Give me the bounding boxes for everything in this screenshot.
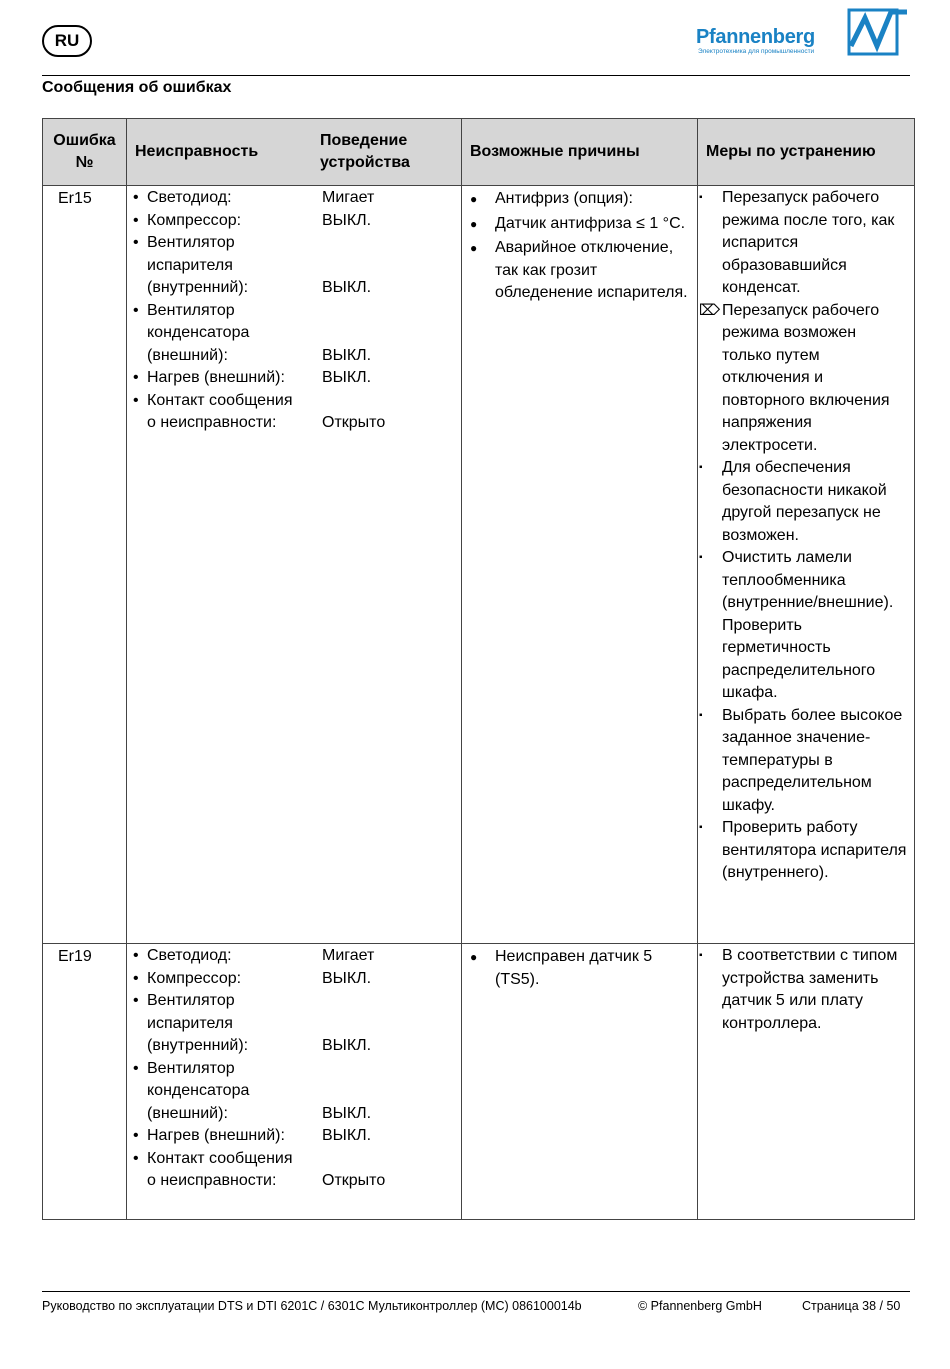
fix-text: Перезапуск рабочего режима возможен только путем отключения и повторного включения напряжения электросети. — [722, 301, 890, 454]
cause-text: Неисправен датчик 5 (TS5). — [495, 948, 653, 988]
square-bullet-icon: ▪ — [699, 709, 703, 721]
bullet-marker: • — [133, 1149, 139, 1167]
behavior-value: ВЫКЛ. — [322, 1037, 372, 1054]
cause-list — [462, 944, 697, 991]
behavior-value: ВЫКЛ. — [322, 1104, 372, 1122]
symptom-item — [133, 210, 461, 233]
symptom-label: Вентилятор — [147, 1059, 235, 1077]
behavior-value: ВЫКЛ. — [322, 969, 372, 987]
language-badge: RU — [42, 25, 92, 57]
bullet-marker: • — [133, 1059, 139, 1077]
cause-item — [470, 946, 691, 991]
bullet-marker: ● — [470, 950, 478, 964]
symptom-item — [133, 968, 461, 991]
symptom-item — [133, 345, 461, 368]
bullet-marker: • — [133, 992, 139, 1009]
fix-text: Очистить ламели теплообменника (внутренние/внешние). Проверить герметичность распределительного шкафа. — [722, 549, 894, 701]
header-error-code: Ошибка № — [43, 119, 127, 186]
fix-list — [698, 944, 914, 1035]
bullet-marker: • — [133, 211, 139, 229]
bullet-marker — [133, 1170, 147, 1193]
header-fixes: Меры по устранению — [698, 119, 915, 186]
bullet-marker: • — [133, 947, 139, 964]
behavior-value — [322, 990, 461, 1013]
symptom-cell — [127, 944, 462, 1220]
square-bullet-icon: ▪ — [699, 552, 703, 563]
cause-text: Датчик антифриза ≤ 1 °C. — [495, 214, 686, 232]
cause-text: Антифриз (опция): — [495, 190, 633, 207]
footer-rule — [42, 1291, 910, 1292]
symptom-label: Вентилятор — [147, 234, 235, 251]
symptom-label: Контакт сообщения — [147, 391, 293, 409]
header-symptom-behavior — [127, 119, 462, 186]
behavior-value — [322, 390, 461, 413]
symptom-label: о неисправности: — [147, 1172, 277, 1189]
fix-text: Проверить работу вентилятора испарителя (внутреннего). — [722, 819, 907, 881]
cause-item — [470, 237, 691, 305]
fix-item — [699, 187, 910, 300]
behavior-value: Мигает — [322, 189, 375, 206]
bullet-marker: ● — [470, 241, 478, 255]
symptom-item — [133, 945, 461, 968]
bullet-marker — [133, 277, 147, 300]
symptom-list — [127, 186, 461, 435]
symptom-item — [133, 412, 461, 435]
header-behavior: Поведение устройства — [320, 132, 410, 171]
error-code: Er15 — [58, 190, 92, 207]
behavior-value: ВЫКЛ. — [322, 279, 372, 296]
behavior-value — [322, 1080, 461, 1103]
fix-item — [699, 547, 910, 705]
square-bullet-icon: ▪ — [699, 822, 703, 833]
symptom-item — [133, 1080, 461, 1103]
symptom-list — [127, 944, 461, 1193]
square-bullet-icon: ▪ — [699, 950, 703, 961]
symptom-label: конденсатора — [147, 324, 250, 341]
company-logo — [696, 8, 910, 58]
symptom-label: Светодиод: — [147, 947, 232, 964]
fixes-cell — [698, 186, 915, 944]
bullet-marker: • — [133, 1127, 139, 1144]
header-causes: Возможные причины — [462, 119, 698, 186]
fixes-cell — [698, 944, 915, 1220]
header-symptom: Неисправность — [135, 143, 259, 160]
symptom-label: Нагрев (внешний): — [147, 1127, 285, 1144]
symptom-item — [133, 187, 461, 210]
symptom-item — [133, 990, 461, 1013]
cause-item — [470, 188, 691, 211]
behavior-value — [322, 1058, 461, 1081]
logo-wordmark: Pfannenberg — [696, 26, 815, 48]
symptom-label: (внешний): — [147, 346, 228, 364]
symptom-label: Контакт сообщения — [147, 1149, 293, 1167]
bullet-marker: ● — [470, 216, 478, 231]
behavior-value: ВЫКЛ. — [322, 346, 372, 364]
error-code-cell — [43, 186, 127, 944]
table-row — [43, 944, 915, 1220]
symptom-label: (внутренний): — [147, 1037, 249, 1054]
symptom-item — [133, 1125, 461, 1148]
behavior-value — [322, 232, 461, 255]
causes-cell — [462, 944, 698, 1220]
fix-item — [699, 817, 910, 885]
logo-mark-icon — [847, 8, 907, 56]
cause-list — [462, 186, 697, 305]
fix-item — [699, 705, 910, 818]
symptom-label: Светодиод: — [147, 189, 232, 206]
behavior-value — [322, 1013, 461, 1036]
bullet-marker — [133, 1080, 147, 1103]
behavior-value — [322, 322, 461, 345]
footer-copyright: © Pfannenberg GmbH — [638, 1299, 762, 1313]
section-title: Сообщения об ошибках — [42, 79, 232, 96]
bullet-marker — [133, 322, 147, 345]
fix-text: Для обеспечения безопасности никакой другой перезапуск не возможен. — [722, 459, 887, 544]
symptom-item — [133, 390, 461, 413]
symptom-item — [133, 1013, 461, 1036]
behavior-value: Открыто — [322, 1172, 386, 1189]
fix-item — [699, 945, 910, 1035]
symptom-item — [133, 300, 461, 323]
behavior-value: ВЫКЛ. — [322, 1127, 372, 1144]
symptom-label: (внутренний): — [147, 279, 249, 296]
bullet-marker: • — [133, 189, 139, 206]
behavior-value: Открыто — [322, 414, 386, 431]
bullet-marker: • — [133, 969, 139, 987]
symptom-label: Компрессор: — [147, 969, 242, 987]
table-header-row — [43, 119, 915, 186]
bullet-marker — [133, 1013, 147, 1036]
logo-tagline: Электротехника для промышленности — [698, 48, 815, 55]
symptom-label: испарителя — [147, 256, 233, 274]
symptom-item — [133, 322, 461, 345]
fix-text: В соответствии с типом устройства заменить датчик 5 или плату контроллера. — [722, 947, 898, 1032]
symptom-item — [133, 1103, 461, 1126]
fix-item — [699, 457, 910, 547]
symptom-label: Нагрев (внешний): — [147, 369, 285, 386]
symptom-label: Компрессор: — [147, 211, 242, 229]
error-code: Er19 — [58, 948, 92, 965]
error-code-cell — [43, 944, 127, 1220]
symptom-label: конденсатора — [147, 1082, 250, 1099]
bullet-marker — [133, 1103, 147, 1126]
fix-text: Перезапуск рабочего режима после того, как испарится образовавшийся конденсат. — [722, 189, 895, 296]
symptom-label: Вентилятор — [147, 992, 235, 1009]
header-rule — [42, 75, 910, 76]
bullet-marker: • — [133, 369, 139, 386]
symptom-label: Вентилятор — [147, 301, 235, 319]
symptom-item — [133, 1148, 461, 1171]
footer-document-title: Руководство по эксплуатации DTS и DTI 6201C / 6301C Мультиконтроллер (MC) 086100014b — [42, 1299, 582, 1313]
bullet-marker — [133, 345, 147, 368]
symptom-item — [133, 1035, 461, 1058]
bullet-marker — [133, 412, 147, 435]
cause-text: Аварийное отключение, так как грозит обледенение испарителя. — [495, 239, 688, 301]
symptom-label: испарителя — [147, 1014, 233, 1032]
bullet-marker — [133, 1035, 147, 1058]
symptom-cell — [127, 186, 462, 944]
bullet-marker: ● — [470, 192, 478, 206]
bullet-marker: • — [133, 301, 139, 319]
behavior-value — [322, 300, 461, 323]
square-bullet-icon: ▪ — [699, 462, 703, 473]
error-table — [42, 118, 915, 1220]
symptom-item — [133, 255, 461, 278]
symptom-label: (внешний): — [147, 1104, 228, 1122]
behavior-value: ВЫКЛ. — [322, 211, 372, 229]
symptom-label: о неисправности: — [147, 414, 277, 431]
fix-text: Выбрать более высокое заданное значение-температуры в распределительном шкафу. — [722, 706, 903, 814]
bullet-marker: • — [133, 391, 139, 409]
behavior-value — [322, 255, 461, 278]
behavior-value: Мигает — [322, 947, 375, 964]
fix-list — [698, 186, 914, 885]
power-reset-icon: ⌦ — [699, 301, 721, 319]
behavior-value — [322, 1148, 461, 1171]
causes-cell — [462, 186, 698, 944]
bullet-marker: • — [133, 234, 139, 251]
fix-item — [699, 300, 910, 458]
symptom-item — [133, 277, 461, 300]
bullet-marker — [133, 255, 147, 278]
cause-item — [470, 213, 691, 236]
symptom-item — [133, 1058, 461, 1081]
footer-page-number: Страница 38 / 50 — [802, 1299, 901, 1313]
symptom-item — [133, 367, 461, 390]
table-row — [43, 186, 915, 944]
square-bullet-icon: ▪ — [699, 192, 703, 203]
symptom-item — [133, 1170, 461, 1193]
symptom-item — [133, 232, 461, 255]
behavior-value: ВЫКЛ. — [322, 369, 372, 386]
